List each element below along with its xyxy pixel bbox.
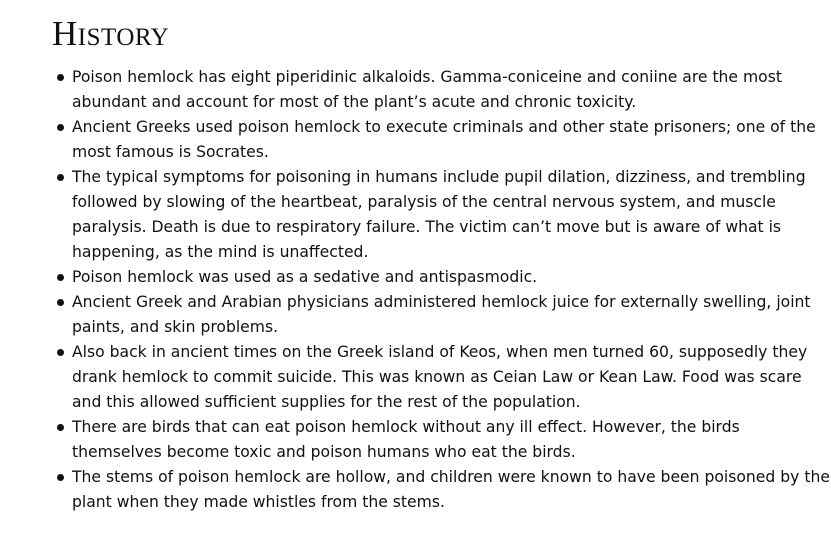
history-list xyxy=(50,65,831,515)
page-title: History xyxy=(52,14,170,53)
list-item xyxy=(50,65,831,115)
list-item xyxy=(50,165,831,265)
list-item xyxy=(50,290,831,340)
list-item xyxy=(50,415,831,465)
list-item-text: The typical symptoms for poisoning in humans include pupil dilation, dizziness, and trembling followed by slowing of the heartbeat, paralysis of the central nervous system, and muscle paralysis. Death is due to respiratory failure. The victim can’t move but is aware of what is happening, as the mind is unaffected. xyxy=(72,168,806,261)
list-item-text: There are birds that can eat poison hemlock without any ill effect. However, the birds themselves become toxic and poison humans who eat the birds. xyxy=(72,418,740,461)
list-item xyxy=(50,340,831,415)
bullet-icon xyxy=(57,424,64,431)
bullet-icon xyxy=(57,274,64,281)
list-item xyxy=(50,265,831,290)
bullet-icon xyxy=(57,299,64,306)
list-item-text: The stems of poison hemlock are hollow, and children were known to have been poisoned by the plant when they made whistles from the stems. xyxy=(72,468,830,511)
list-item-text: Also back in ancient times on the Greek island of Keos, when men turned 60, supposedly they drank hemlock to commit suicide. This was known as Ceian Law or Kean Law. Food was scare and this allowed sufficient supplies for the rest of the population. xyxy=(72,343,808,411)
bullet-icon xyxy=(57,349,64,356)
bullet-icon xyxy=(57,74,64,81)
list-item xyxy=(50,465,831,515)
list-item-text: Poison hemlock was used as a sedative and antispasmodic. xyxy=(72,268,538,286)
list-item-text: Ancient Greek and Arabian physicians administered hemlock juice for externally swelling, joint paints, and skin problems. xyxy=(72,293,811,336)
list-item-text: Ancient Greeks used poison hemlock to execute criminals and other state prisoners; one of the most famous is Socrates. xyxy=(72,118,816,161)
bullet-icon xyxy=(57,474,64,481)
bullet-icon xyxy=(57,174,64,181)
list-item-text: Poison hemlock has eight piperidinic alkaloids. Gamma-coniceine and coniine are the most abundant and account for most of the plant’s acute and chronic toxicity. xyxy=(72,68,782,111)
list-item xyxy=(50,115,831,165)
bullet-icon xyxy=(57,124,64,131)
